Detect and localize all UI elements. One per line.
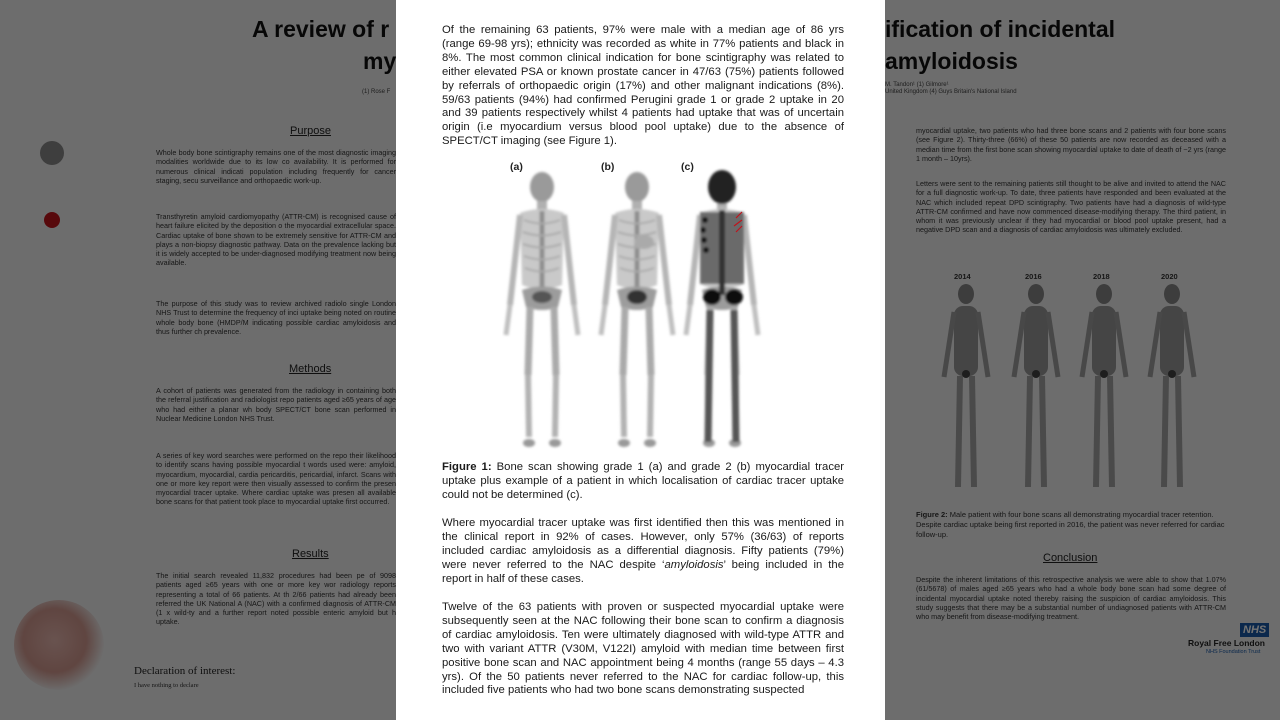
figure-1-bone-scans xyxy=(502,160,782,455)
paragraph-clinical-reports-post: ’ being included in the report in half of these cases. xyxy=(442,558,844,585)
figure-label-c: (c) xyxy=(681,161,694,173)
figure-1-caption-label: Figure 1: xyxy=(442,461,492,473)
figure-label-b: (b) xyxy=(601,161,615,173)
paragraph-clinical-reports xyxy=(442,517,844,587)
figure-label-a: (a) xyxy=(510,161,523,173)
amyloidosis-emphasis: amyloidosis xyxy=(664,558,724,571)
figure-1-caption xyxy=(442,461,844,503)
paragraph-patient-demographics: Of the remaining 63 patients, 97% were male with a median age of 86 yrs (range 69-98 yrs); ethnicity was recorded as white in 77% patients and black in 8%. The most common clinical indication for bone scintigraphy was related to either elevated PSA or known prostate cancer in 47/63 (75%) patients followed by referrals of orthopaedic origin (17%) and other malignant indications (8%). 59/63 patients (94%) had confirmed Perugini grade 1 or grade 2 uptake in 20 and 39 patients respectively whilst 4 patients had uptake that was of uncertain origin (i.e myocardium versus blood pool uptake) due to the absence of SPECT/CT imaging (see Figure 1). xyxy=(442,24,844,148)
paragraph-nac-follow-up: Twelve of the 63 patients with proven or suspected myocardial uptake were subsequently seen at the NAC following their bone scan to confirm a diagnosis of cardiac amyloidosis. Ten were ultimately diagnosed with wild-type ATTR and two with variant ATTR (V30M, V122I) amyloid with median time between first positive bone scan and NAC appointment being 4 months (range 55 days – 4.3 yrs). Of the 50 patients never referred to the NAC for cardiac follow-up, this included five patients who had two bone scans demonstrating suspected xyxy=(442,601,844,697)
document-page[interactable] xyxy=(396,0,885,720)
paragraph-clinical-reports-pre: Where myocardial tracer uptake was first identified then this was mentioned in the clinical report in 92% of cases. However, only 57% (36/63) of reports included cardiac amyloidosis as a differential diagnosis. Fifty patients (79%) were never referred to the NAC despite ‘ xyxy=(442,517,844,571)
figure-1-caption-text: Bone scan showing grade 1 (a) and grade 2 (b) myocardial tracer uptake plus example of a patient in which localisation of cardiac tracer uptake could not be determined (c). xyxy=(442,461,845,501)
